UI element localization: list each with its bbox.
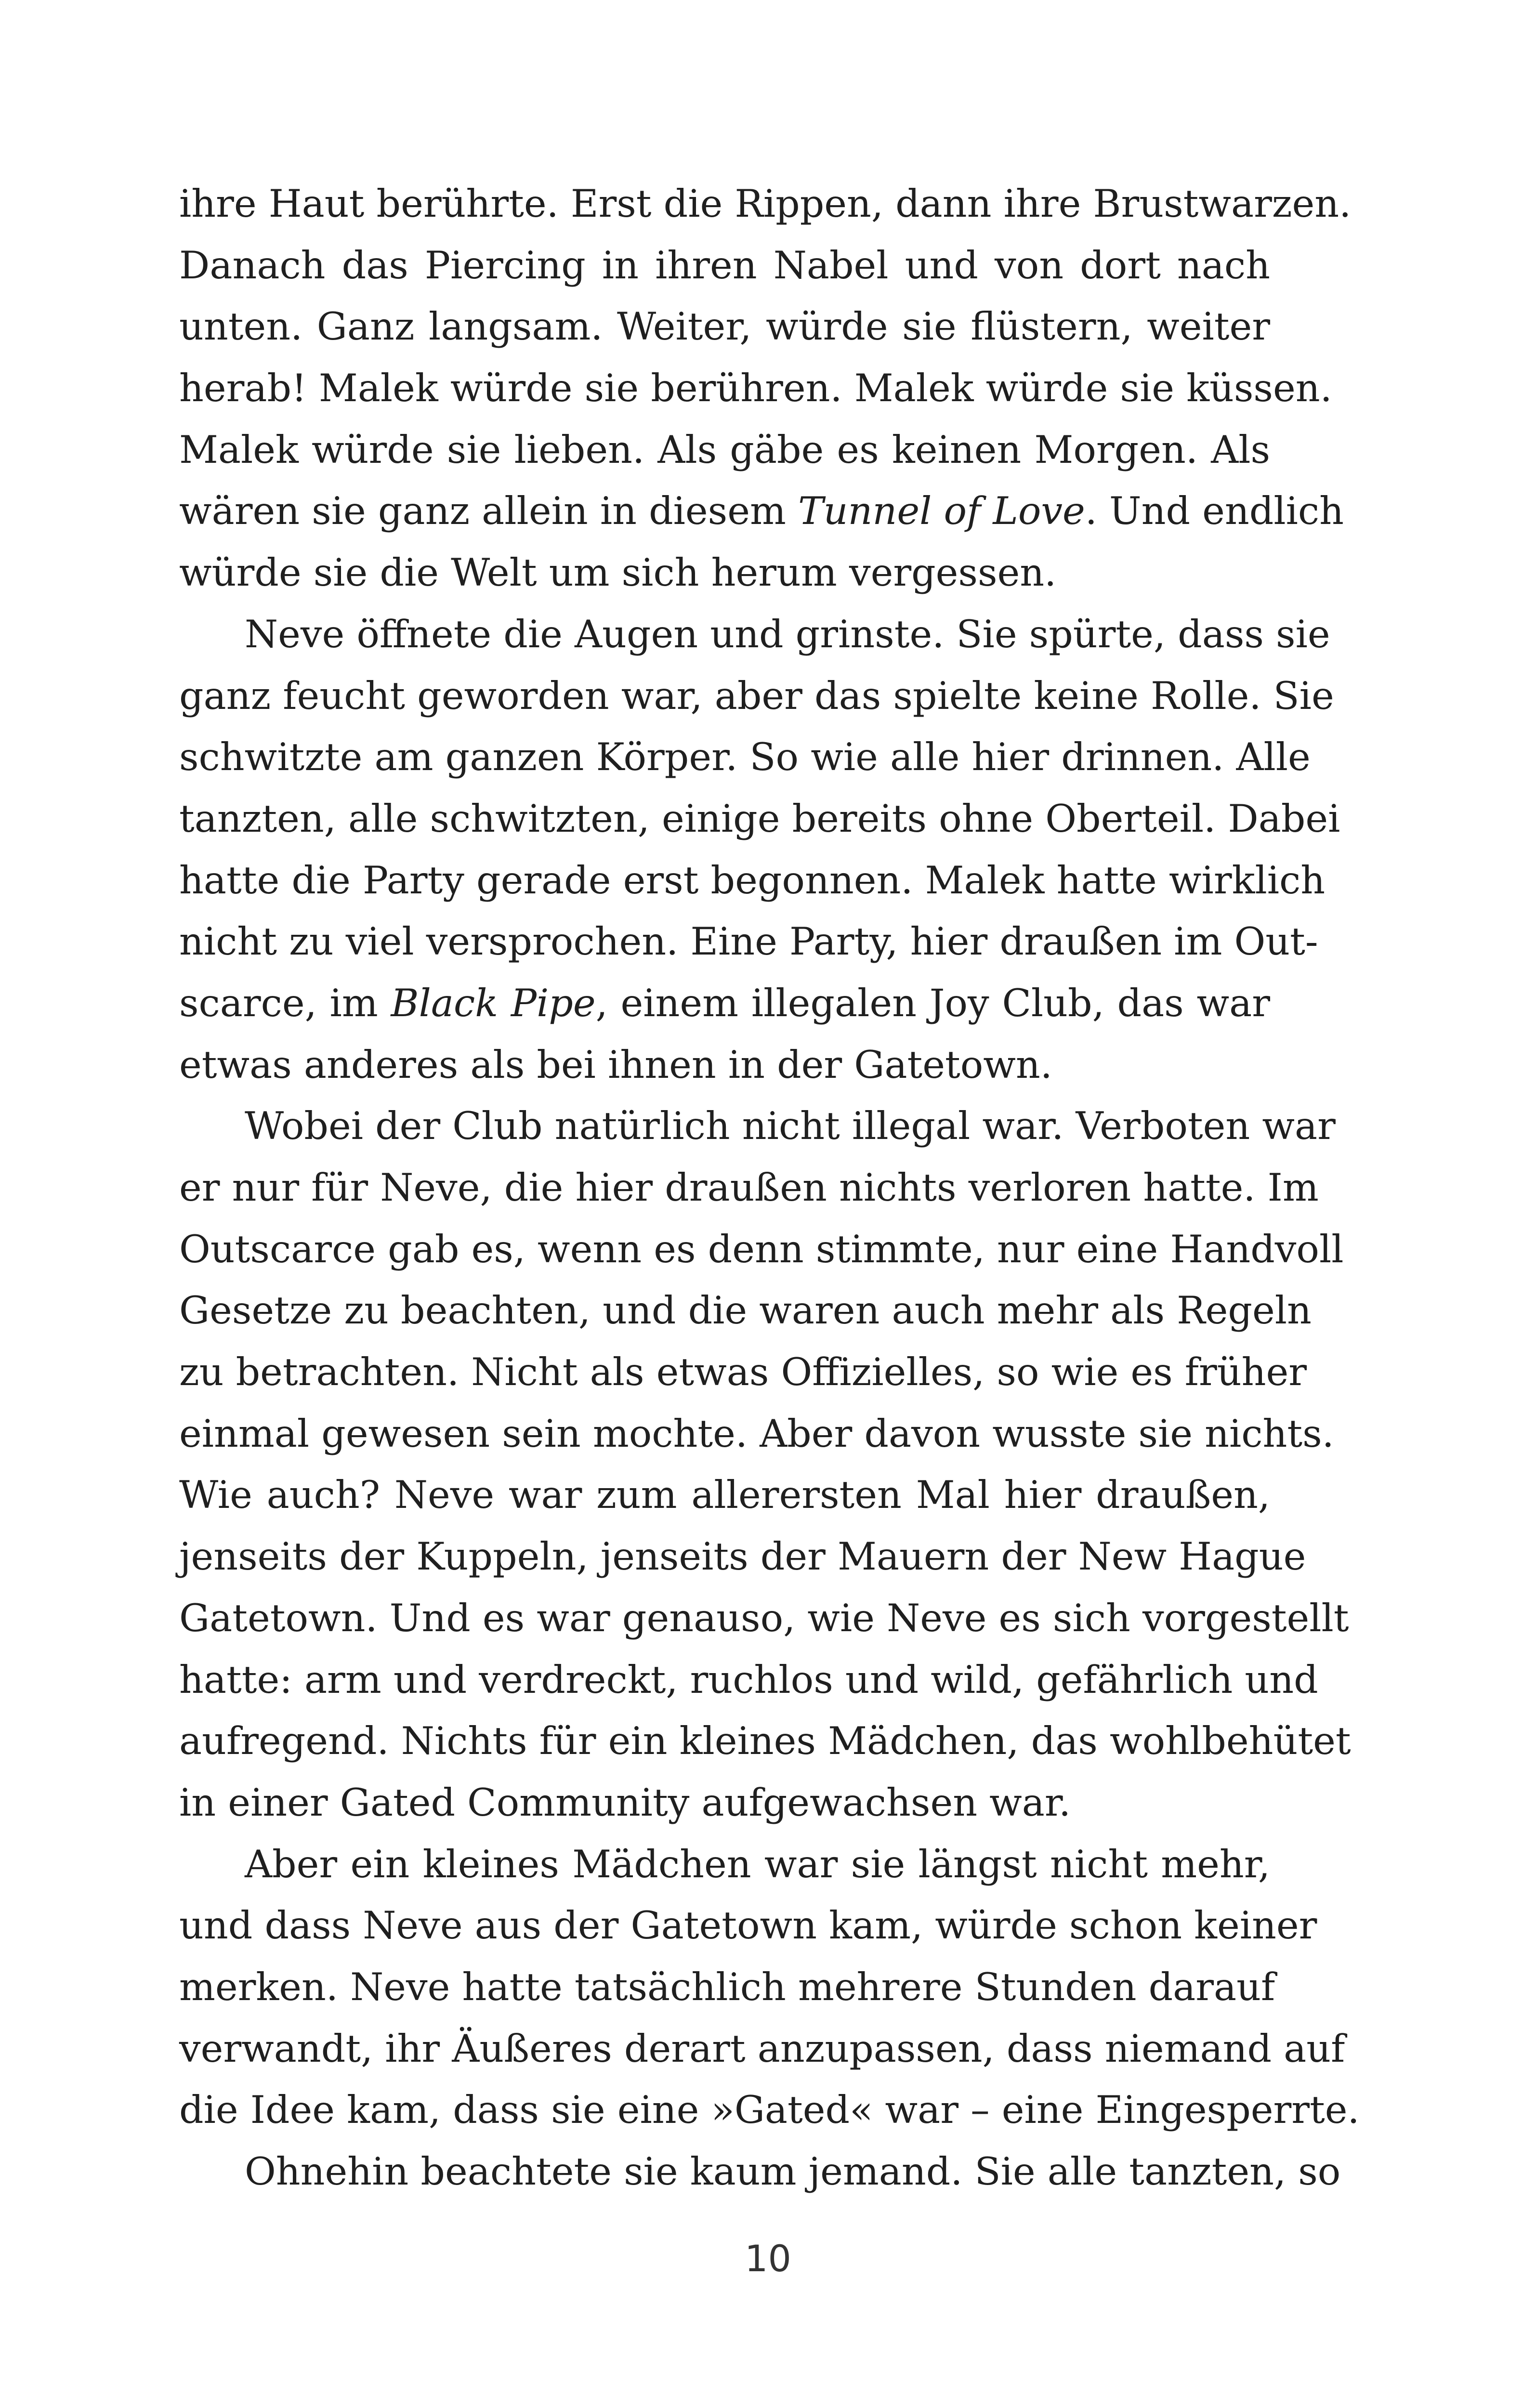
text-run: Outscarce gab es, wenn es denn stimmte, nur eine Handvoll [179,1227,1344,1271]
paragraph [179,604,1340,1096]
text-run: einmal gewesen sein mochte. Aber davon wusste sie nichts. [179,1411,1334,1456]
text-run: die Idee kam, dass sie eine »Gated« war – eine Eingesperrte. [179,2088,1360,2133]
text-run: ganz feucht geworden war, aber das spielte keine Rolle. Sie [179,673,1334,718]
text-line [179,542,1270,604]
text-line [179,2080,1360,2141]
text-run: Neve öffnete die Augen und grinste. Sie spürte, dass sie [245,612,1330,656]
paragraph [179,1834,1360,2141]
text-line [179,419,1270,481]
text-run: nicht zu viel versprochen. Eine Party, hier draußen im Out- [179,919,1318,964]
text-line [179,788,1340,850]
text-run: Malek würde sie lieben. Als gäbe es keinen Morgen. Als [179,427,1270,472]
text-run: in einer Gated Community aufgewachsen war. [179,1780,1071,1825]
text-line [179,1772,1270,1834]
text-run: und dass Neve aus der Gatetown kam, würde schon keiner [179,1903,1317,1948]
text-run: tanzten, alle schwitzten, einige bereits ohne Oberteil. Dabei [179,796,1340,841]
text-line [179,296,1270,358]
text-run: , einem illegalen Joy Club, das war [595,981,1270,1025]
text-run: unten. Ganz langsam. Weiter, würde sie flüstern, weiter [179,304,1270,349]
text-run: wären sie ganz allein in diesem [179,489,798,534]
italic-title: Tunnel of Love [798,489,1085,534]
text-run: hatte: arm und verdreckt, ruchlos und wild, gefährlich und [179,1657,1318,1702]
paragraph [179,2141,1341,2203]
text-run: Ohnehin beachtete sie kaum jemand. Sie alle tanzten, so [245,2149,1341,2194]
text-run: hatte die Party gerade erst begonnen. Malek hatte wirklich [179,858,1326,903]
paragraph [179,1096,1351,1833]
text-line [179,1895,1317,1957]
text-line [179,2141,1341,2203]
text-line [179,973,1270,1034]
text-run: Wie auch? Neve war zum allerersten Mal hier draußen, [179,1473,1270,1518]
text-run: jenseits der Kuppeln, jenseits der Mauern der New Hague [179,1534,1306,1579]
text-line [179,1096,1336,1157]
text-line [179,1834,1270,1896]
text-run: würde sie die Welt um sich herum vergessen. [179,550,1057,595]
text-line [179,1649,1318,1711]
text-line [179,911,1318,973]
text-run: verwandt, ihr Äußeres derart anzupassen, dass niemand auf [179,2026,1345,2071]
text-run: zu betrachten. Nicht als etwas Offizielles, so wie es früher [179,1350,1307,1395]
text-line [179,1157,1319,1219]
text-line [179,1034,1270,1096]
italic-title: Black Pipe [391,981,596,1025]
page-number: 10 [745,2237,791,2280]
text-line [179,850,1326,912]
text-line [179,1465,1270,1526]
text-line [179,1280,1312,1342]
text-run: schwitzte am ganzen Körper. So wie alle hier drinnen. Alle [179,735,1311,780]
text-run: scarce, im [179,981,391,1025]
text-line [179,1526,1306,1588]
text-run: herab! Malek würde sie berühren. Malek würde sie küssen. [179,366,1332,411]
text-run: Aber ein kleines Mädchen war sie längst nicht mehr, [245,1842,1270,1886]
text-run: Gatetown. Und es war genauso, wie Neve es sich vorgestellt [179,1596,1349,1640]
paragraph [179,173,1352,604]
text-line [179,481,1344,542]
text-run: Danach das Piercing in ihren Nabel und von dort nach [179,243,1270,288]
text-run: ihre Haut berührte. Erst die Rippen, dann ihre Brustwarzen. [179,182,1352,226]
text-run: etwas anderes als bei ihnen in der Gatetown. [179,1042,1052,1087]
text-line [179,1219,1344,1281]
text-line [179,1711,1351,1772]
text-line [179,2018,1345,2080]
text-line [179,1957,1275,2018]
text-line [179,173,1352,235]
text-line [179,235,1270,297]
text-line [179,1403,1334,1465]
text-line [179,1342,1307,1403]
text-line [179,604,1330,666]
text-line [179,727,1311,788]
text-run: merken. Neve hatte tatsächlich mehrere Stunden darauf [179,1964,1275,2009]
text-run: . Und endlich [1085,489,1344,534]
text-run: aufregend. Nichts für ein kleines Mädchen, das wohlbehütet [179,1719,1351,1764]
text-run: Gesetze zu beachten, und die waren auch mehr als Regeln [179,1288,1312,1333]
text-line [179,666,1334,727]
text-line [179,358,1332,419]
body-text [179,173,1360,2203]
text-run: er nur für Neve, die hier draußen nichts verloren hatte. Im [179,1165,1319,1210]
text-line [179,1588,1349,1649]
text-run: Wobei der Club natürlich nicht illegal war. Verboten war [245,1104,1336,1149]
